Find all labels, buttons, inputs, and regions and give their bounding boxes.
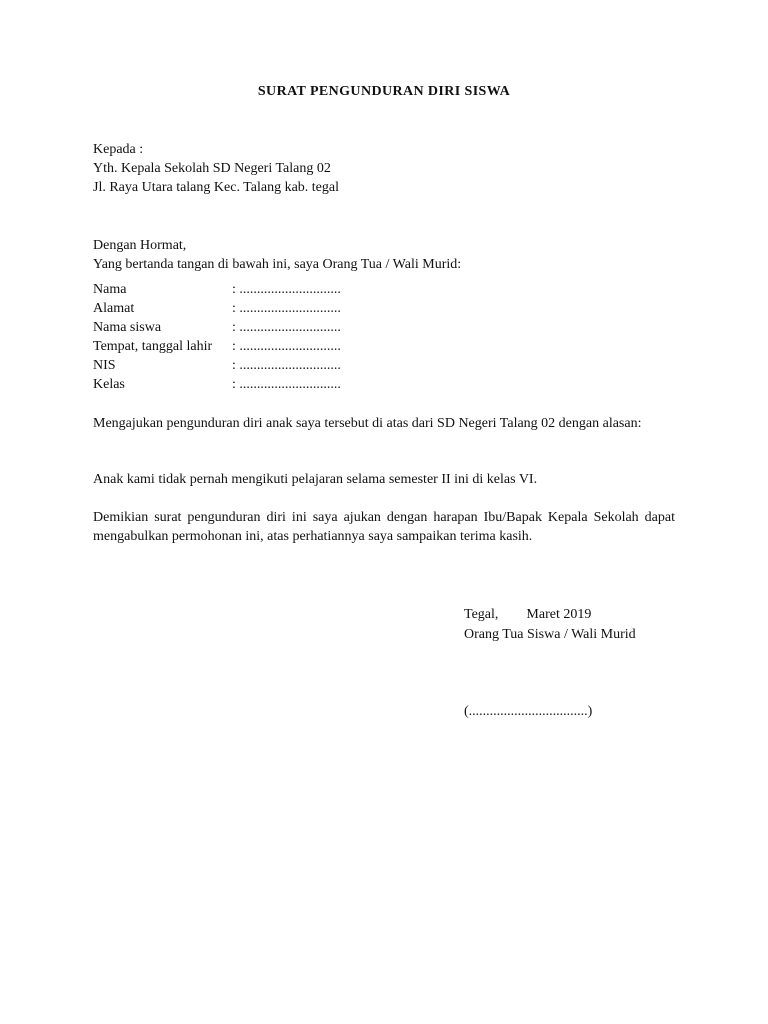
field-value-nama: : ............................. — [232, 282, 341, 297]
signature-place: Tegal, — [464, 607, 499, 622]
field-value-ttl: : ............................. — [232, 339, 341, 354]
signature-date: Maret 2019 — [526, 607, 592, 622]
field-label-ttl: Tempat, tanggal lahir — [93, 339, 213, 354]
field-label-nama-siswa: Nama siswa — [93, 320, 162, 335]
recipient-addressee: Yth. Kepala Sekolah SD Negeri Talang 02 — [93, 161, 331, 176]
closing-paragraph: Demikian surat pengunduran diri ini saya ajukan dengan harapan Ibu/Bapak Kepala Sekolah dapat mengabulkan permohonan ini, atas perhatiannya saya sampaikan terima kasih. — [93, 510, 675, 544]
field-label-kelas: Kelas — [93, 377, 125, 392]
letter-title: SURAT PENGUNDURAN DIRI SISWA — [257, 84, 511, 99]
intro-text: Yang bertanda tangan di bawah ini, saya Orang Tua / Wali Murid: — [93, 257, 462, 272]
signature-name-placeholder: (..................................) — [464, 704, 593, 719]
signature-place-date — [464, 605, 591, 624]
signature-role: Orang Tua Siswa / Wali Murid — [464, 627, 636, 642]
reason-paragraph: Anak kami tidak pernah mengikuti pelajaran selama semester II ini di kelas VI. — [93, 472, 538, 487]
field-value-nis: : ............................. — [232, 358, 341, 373]
field-value-alamat: : ............................. — [232, 301, 341, 316]
field-value-nama-siswa: : ............................. — [232, 320, 341, 335]
field-value-kelas: : ............................. — [232, 377, 341, 392]
field-label-alamat: Alamat — [93, 301, 135, 316]
request-paragraph: Mengajukan pengunduran diri anak saya tersebut di atas dari SD Negeri Talang 02 dengan alasan: — [93, 416, 642, 431]
field-label-nama: Nama — [93, 282, 127, 297]
recipient-address: Jl. Raya Utara talang Kec. Talang kab. tegal — [93, 180, 339, 195]
greeting: Dengan Hormat, — [93, 238, 187, 253]
recipient-to-label: Kepada : — [93, 142, 144, 157]
field-label-nis: NIS — [93, 358, 116, 373]
